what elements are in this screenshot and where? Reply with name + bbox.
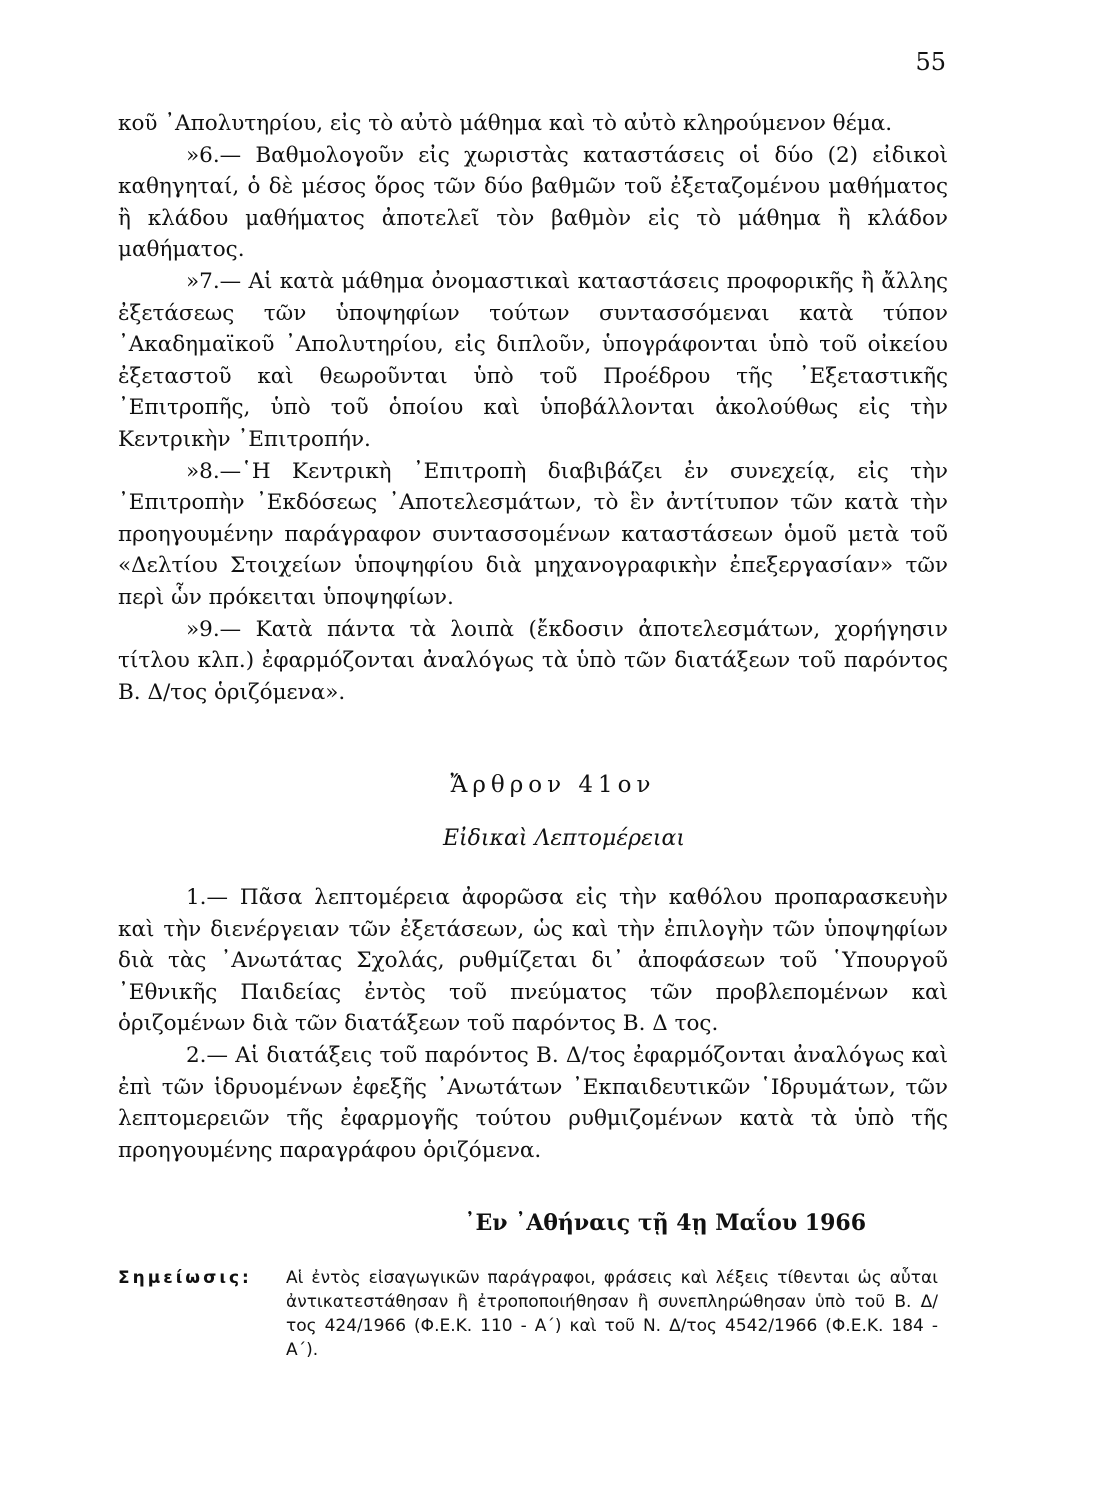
page-number: 55 xyxy=(915,48,946,76)
article-body xyxy=(118,882,948,1166)
paragraph-6: »6.— Βαθμολογοῦν εἰς χωριστὰς καταστάσεις οἱ δύο (2) εἰδικοὶ καθηγηταί, ὁ δὲ μέσος ὅρος τῶν δύο βαθμῶν τοῦ ἐξεταζομένου μαθήματος ἢ κλάδου μαθήματος ἀποτελεῖ τὸν βαθμὸν εἰς τὸ μάθημα ἢ κλάδον μαθήματος. xyxy=(118,142,948,263)
paragraph-8: »8.—῾Η Κεντρικὴ ᾿Επιτροπὴ διαβιβάζει ἐν συνεχείᾳ, εἰς τὴν ᾿Επιτροπὴν ᾿Εκδόσεως ᾿Αποτελεσμάτων, τὸ ἓν ἀντίτυπον τῶν κατὰ τὴν προηγουμένην παράγραφον συντασσομένων καταστάσεων ὁμοῦ μετὰ τοῦ «Δελτίου Στοιχείων ὑποψηφίου διὰ μηχανογραφικὴν ἐπεξεργασίαν» τῶν περὶ ὧν πρόκειται ὑποψηφίων. xyxy=(118,458,948,610)
note-text: Αἱ ἐντὸς εἰσαγωγικῶν παράγραφοι, φράσεις καὶ λέξεις τίθενται ὡς αὗται ἀντικατεστάθησαν ἢ ἐτροποποιήθησαν ἢ συνεπληρώθησαν ὑπὸ τοῦ Β. Δ/τος 424/1966 (Φ.Ε.Κ. 110 - Α΄) καὶ τοῦ Ν. Δ/τος 4542/1966 (Φ.Ε.Κ. 184 - Α΄). xyxy=(286,1268,938,1360)
note-label: Σημείωσις: xyxy=(118,1268,252,1288)
paragraph-continuation: κοῦ ᾿Απολυτηρίου, εἰς τὸ αὐτὸ μάθημα καὶ τὸ αὐτὸ κληρούμενον θέμα. xyxy=(118,111,893,136)
body-text xyxy=(118,108,948,708)
date-line: ᾿Εν ᾿Αθήναις τῇ 4ῃ Μαΐου 1966 xyxy=(464,1210,866,1236)
article-heading: Ἄρθρον 41ον xyxy=(450,772,656,798)
article-paragraph-1: 1.— Πᾶσα λεπτομέρεια ἀφορῶσα εἰς τὴν καθόλου προπαρασκευὴν καὶ τὴν διενέργειαν τῶν ἐξετάσεων, ὡς καὶ τὴν ἐπιλογὴν τῶν ὑποψηφίων διὰ τὰς ᾿Ανωτάτας Σχολάς, ρυθμίζεται δι᾿ ἀποφάσεων τοῦ ῾Υπουργοῦ ᾿Εθνικῆς Παιδείας ἐντὸς τοῦ πνεύματος τῶν προβλεπομένων καὶ ὁριζομένων διὰ τῶν διατάξεων τοῦ παρόντος Β. Δ τος. xyxy=(118,885,948,1037)
paragraph-7: »7.— Αἱ κατὰ μάθημα ὀνομαστικαὶ καταστάσεις προφορικῆς ἢ ἄλλης ἐξετάσεως τῶν ὑποψηφίων τούτων συντασσόμεναι κατὰ τύπον ᾿Ακαδημαϊκοῦ ᾿Απολυτηρίου, εἰς διπλοῦν, ὑπογράφονται ὑπὸ τοῦ οἰκείου ἐξεταστοῦ καὶ θεωροῦνται ὑπὸ τοῦ Προέδρου τῆς ᾿Εξεταστικῆς ᾿Επιτροπῆς, ὑπὸ τοῦ ὁποίου καὶ ὑποβάλλονται ἀκολούθως εἰς τὴν Κεντρικὴν ᾿Επιτροπήν. xyxy=(118,268,948,452)
article-subtitle: Εἰδικαὶ Λεπτομέρειαι xyxy=(443,826,685,851)
article-paragraph-2: 2.— Αἱ διατάξεις τοῦ παρόντος Β. Δ/τος ἐφαρμόζονται ἀναλόγως καὶ ἐπὶ τῶν ἱδρυομένων ἐφεξῆς ᾿Ανωτάτων ᾿Εκπαιδευτικῶν ῾Ιδρυμάτων, τῶν λεπτομερειῶν τῆς ἐφαρμογῆς τούτου ρυθμιζομένων κατὰ τὰ ὑπὸ τῆς προηγουμένης παραγράφου ὁριζόμενα. xyxy=(118,1042,948,1163)
paragraph-9: »9.— Κατὰ πάντα τὰ λοιπὰ (ἔκδοσιν ἀποτελεσμάτων, χορήγησιν τίτλου κλπ.) ἐφαρμόζονται ἀναλόγως τὰ ὑπὸ τῶν διατάξεων τοῦ παρόντος Β. Δ/τος ὁριζόμενα». xyxy=(118,616,948,705)
note-block xyxy=(118,1266,938,1362)
